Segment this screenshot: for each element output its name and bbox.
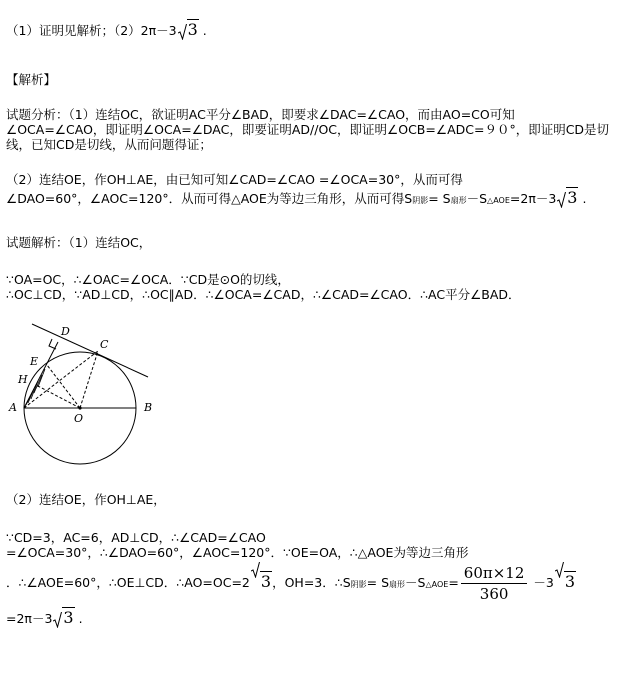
- analysis-line-4: （2）连结OE，作OH⊥AE，由已知可知∠CAD=∠CAO =∠OCA=30°，从而可得: [6, 172, 463, 187]
- solution-line-3: ∴OC⊥CD，∵AD⊥CD，∴OC∥AD．∴∠OCA=∠CAD，∴∠CAD=∠CAO．∴AC平分∠BAD．: [6, 287, 521, 302]
- label-d: D: [61, 325, 70, 338]
- label-h: H: [18, 373, 28, 386]
- solution-line-5: ∵CD=3，AC=6，AD⊥CD，∴∠CAD=∠CAO: [6, 530, 266, 545]
- analysis-line-5: ∠DAO=60°，∠AOC=120°．从而可得△AOE为等边三角形，从而可得S阴影= S扇形－S△AOE=2π－3 3 .: [6, 188, 587, 207]
- sqrt-symbol: 3: [555, 560, 576, 604]
- solution-line-7: ．∴∠AOE=60°，∴OE⊥CD．∴AO=OC=2 3，OH=3．∴S阴影= S扇形－S△AOE= $\frac{60\pi\times 12}{360}$ －3 3: [6, 560, 576, 607]
- solution-line-1: 试题解析：（1）连结OC，: [6, 235, 152, 250]
- analysis-line-2: ∠OCA=∠CAO，即证明∠OCA=∠DAC，即要证明AD//OC，即证明∠OCB=∠ADC=９０°，即证明CD是切: [6, 122, 610, 137]
- solution-line-2: ∵OA=OC，∴∠OAC=∠OCA．∵CD是⊙O的切线，: [6, 272, 290, 287]
- label-e: E: [30, 355, 39, 368]
- answer-text: （1）证明见解析；（2）2π－3: [6, 23, 177, 38]
- sqrt-symbol: 3: [251, 560, 272, 604]
- geometry-figure: [0, 315, 170, 480]
- analysis-line-3: 线，已知CD是切线，从而问题得证；: [6, 137, 212, 152]
- sqrt-symbol: 3: [557, 190, 578, 205]
- segment-oc: [80, 351, 98, 408]
- sqrt-symbol: 3: [178, 22, 199, 37]
- sqrt-symbol: 3: [53, 610, 74, 625]
- label-c: C: [100, 338, 109, 351]
- section-header: 【解析】: [6, 72, 57, 87]
- answer-line: （1）证明见解析；（2）2π－3 3 .: [6, 20, 207, 39]
- label-b: B: [144, 401, 153, 414]
- label-o: O: [74, 412, 84, 425]
- tangent-line: [32, 324, 148, 377]
- solution-line-8: =2π－3 3 .: [6, 608, 83, 627]
- analysis-line-1: 试题分析：（1）连结OC，欲证明AC平分∠BAD，即要求∠DAC=∠CAO，而由AO=CO可知: [6, 107, 515, 122]
- solution-line-6: =∠OCA=30°，∴∠DAO=60°，∠AOC=120°．∵OE=OA，∴△AOE为等边三角形: [6, 545, 469, 560]
- fraction: $\frac{60\pi\times 12}{360}$: [461, 563, 528, 604]
- label-a: A: [9, 401, 17, 414]
- segment-oh: [36, 385, 80, 408]
- solution-line-4: （2）连结OE，作OH⊥AE，: [6, 492, 166, 507]
